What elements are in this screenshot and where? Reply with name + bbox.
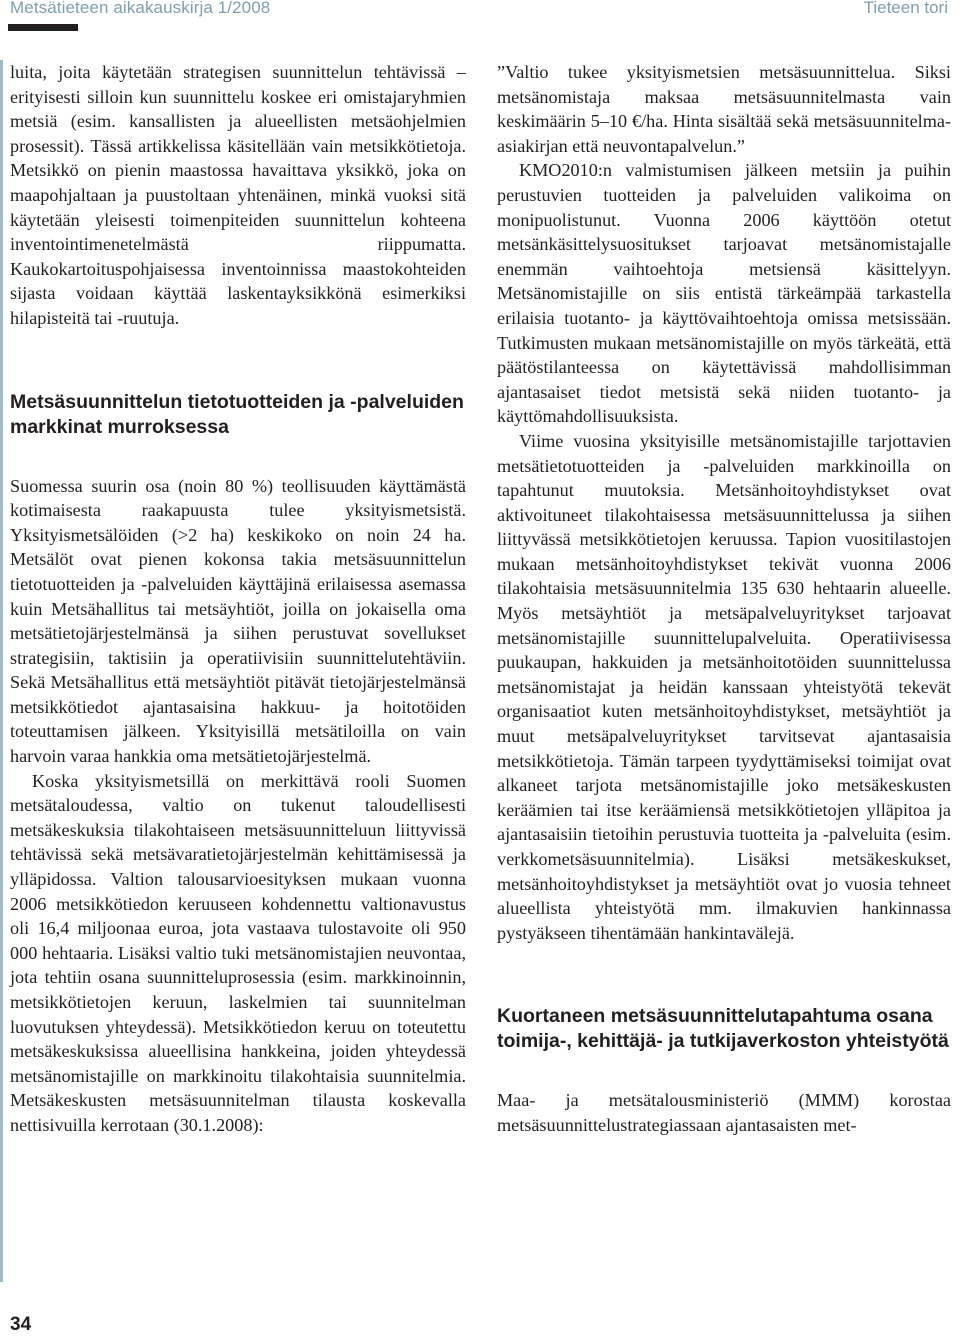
- right-paragraph-2: Viime vuosina yksityisille metsänomistajille tarjottavien metsätietotuotteiden ja -palveluiden markkinoilla on tapahtunut muutoksia. Metsänhoitoyhdistykset ovat aktivoituneet tilakohtaisessa metsäsuunnittelussa ja siihen liittyvässä metsikkötietojen keruussa. Tapion vuositilastojen mukaan metsänhoitoyhdistykset tekivät vuonna 2006 tilakohtaisia metsäsuunnitelmia 135 630 hehtaarin alueelle. Myös metsäyhtiöt ja metsäpalveluyritykset tarjoavat metsänomistajille suunnittelupalveluita. Operatiivisessa puukaupan, hakkuiden ja metsänhoitotöiden suunnittelussa metsänomistajat ja heidän kanssaan yhteistyötä tekevät organisaatiot kuten metsänhoitoyhdistykset, metsäyhtiöt ja muut metsäpalveluyritykset tarvitsevat ajantasaisia metsikkötietoja. Tämän tarpeen tyydyttämiseksi toimijat ovat alkaneet tarjota metsänomistajille joko metsäkeskusten keräämien tai itse keräämiensä metsikkötietojen ylläpitoa ja ajantasaisiin tietoihin perustuvia tuotteita ja -palveluita (esim. verkkometsäsuunnitelmia). Lisäksi metsäkeskukset, metsänhoitoyhdistykset ja metsäyhtiöt ovat jo vuosia tehneet alueellista yhteistyötä mm. ilmakuvien hankinnassa pystyäkseen tihentämään hankintavälejä.: [497, 430, 951, 943]
- left-paragraph-1: luita, joita käytetään strategisen suunnittelun tehtävissä – erityisesti silloin kun suunnittelu koskee eri omistajaryhmien metsiä (esim. kansallisten ja alueellisten metsäohjelmien prosessit). Tässä artikkelissa käsitellään vain metsikkötietoja. Metsikkö on pienin maastossa havaittava yksikkö, joka on maapohjaltaan ja puustoltaan yhtenäinen, minkä vuoksi sitä käytetään yleisesti toimenpiteiden suunnittelun kohteena inventointimenetelmästä riippumatta. Kaukokartoituspohjaisessa inventoinnissa maastokohteiden sijasta voidaan käyttää laskentayksikkönä esimerkiksi hilapisteitä tai -ruutuja.: [10, 62, 466, 328]
- right-column: [497, 60, 951, 1138]
- right-quote: ”Valtio tukee yksityismetsien metsäsuunnittelua. Siksi metsänomistaja maksaa metsäsuunnitelmasta vain keskimäärin 5–10 €/ha. Hinta sisältää sekä metsäsuunnitelma-asiakirjan että neuvontapalvelun.”: [497, 62, 951, 156]
- right-paragraph-3: Maa- ja metsätalousministeriö (MMM) korostaa metsäsuunnittelustrategiassaan ajantasaisten met-: [497, 1090, 951, 1135]
- journal-title: Metsätieteen aikakauskirja 1/2008: [10, 0, 271, 17]
- page-number: 34: [10, 1314, 32, 1335]
- page-header: [0, 0, 960, 24]
- left-column: [10, 60, 466, 1138]
- left-section-heading: Metsäsuunnittelun tietotuotteiden ja -palveluiden markkinat murroksessa: [10, 390, 464, 438]
- right-paragraph-1: KMO2010:n valmistumisen jälkeen metsiin ja puihin perustuvien tuotteiden ja palveluiden valikoima on monipuolistunut. Vuonna 2006 käyttöön otetut metsänkäsittelysuositukset tarjoavat metsänomistajalle enemmän vaihtoehtoja metsiensä käsittelyyn. Metsänomistajille on siis entistä tärkeämpää tarkastella erilaisia tuotanto- ja käyttövaihtoehtoja omissa metsissään. Tutkimusten mukaan metsänomistajille on myös tärkeätä, että päätöstilanteessa on käytettävissä mahdollisimman ajantasaiset tiedot metsistä sekä niiden tuotanto- ja käyttömahdollisuuksista.: [497, 160, 951, 427]
- left-paragraph-3: Koska yksityismetsillä on merkittävä rooli Suomen metsätaloudessa, valtio on tukenut taloudellisesti metsäkeskuksia tilakohtaiseen metsäsuunnitteluun liittyvissä tehtävissä sekä metsävaratietojärjestelmän kehittämisessä ja ylläpidossa. Valtion talousarvioesityksen mukaan vuonna 2006 metsikkötiedon keruuseen kohdennettu valtionavustus oli 16,4 miljoonaa euroa, jota vastaava tulostavoite oli 950 000 hehtaaria. Lisäksi valtio tuki metsänomistajien neuvontaa, jota tehtiin osana suunnitteluprosessia (esim. markkinoinnin, metsikkötietojen keruun, laskelmien tai suunnitelman luovutuksen yhteydessä). Metsikkötiedon keruu on toteutettu metsäkeskuksissa alueellisina hankkeina, joiden yhteydessä metsänomistajille on markkinoitu tilakohtaisia suunnitelmia. Metsäkeskusten metsäsuunnitelman tilausta koskevalla nettisivuilla kerrotaan (30.1.2008):: [10, 770, 466, 1135]
- right-section-heading: Kuortaneen metsäsuunnittelutapahtuma osana toimija-, kehittäjä- ja tutkijaverkoston yhteistyötä: [497, 1005, 949, 1053]
- margin-rule: [0, 60, 3, 1282]
- left-paragraph-2: Suomessa suurin osa (noin 80 %) teollisuuden käyttämästä kotimaisesta raakapuusta tulee yksityismetsistä. Yksityismetsälöiden (>2 ha) keskikoko on noin 24 ha. Metsälöt ovat pienen kokonsa takia metsäsuunnittelun tietotuotteiden ja -palveluiden käyttäjinä erilaisessa asemassa kuin Metsähallitus tai metsäyhtiöt, joilla on jokaisella oma metsätietojärjestelmänsä ja siihen perustuvat sovellukset strategisiin, taktisiin ja operatiivisiin suunnittelutehtäviin. Sekä Metsähallitus että metsäyhtiöt pitävät tietojärjestelmänsä metsikkötiedot ajantasaisina hakkuu- ja hoitotöiden toteuttamisen jälkeen. Yksityisillä metsätiloilla on vain harvoin varaa hankkia oma metsätietojärjestelmä.: [10, 475, 466, 767]
- section-title: Tieteen tori: [863, 0, 948, 17]
- header-rule: [8, 24, 78, 31]
